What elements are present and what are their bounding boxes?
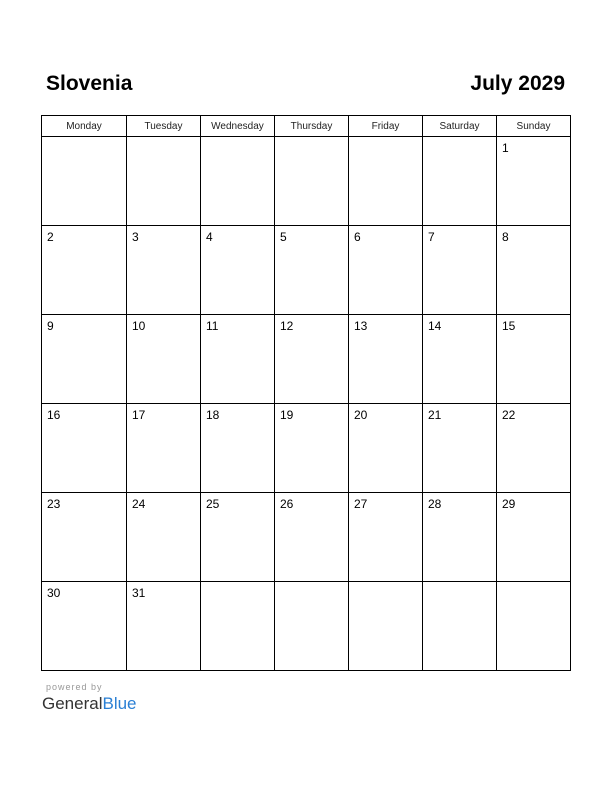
empty-day-cell bbox=[275, 137, 349, 226]
month-year-title: July 2029 bbox=[470, 72, 565, 95]
weekday-header-monday: Monday bbox=[42, 116, 127, 137]
brand-blue-text: Blue bbox=[102, 694, 137, 713]
day-number: 13 bbox=[354, 319, 368, 333]
day-cell bbox=[497, 404, 571, 493]
day-cell bbox=[127, 226, 201, 315]
day-number: 24 bbox=[132, 497, 146, 511]
empty-day-cell bbox=[201, 137, 275, 226]
day-number: 8 bbox=[502, 230, 509, 244]
empty-day-cell bbox=[349, 137, 423, 226]
week-row bbox=[42, 226, 571, 315]
day-number: 20 bbox=[354, 408, 368, 422]
weekday-header-friday: Friday bbox=[349, 116, 423, 137]
day-cell bbox=[201, 315, 275, 404]
day-cell bbox=[349, 493, 423, 582]
day-cell bbox=[423, 404, 497, 493]
day-cell bbox=[127, 315, 201, 404]
day-number: 14 bbox=[428, 319, 442, 333]
weekday-header-tuesday: Tuesday bbox=[127, 116, 201, 137]
day-number: 11 bbox=[206, 319, 219, 333]
day-number: 5 bbox=[280, 230, 287, 244]
day-number: 30 bbox=[47, 586, 61, 600]
day-number: 16 bbox=[47, 408, 61, 422]
day-cell bbox=[127, 493, 201, 582]
week-row bbox=[42, 404, 571, 493]
day-number: 22 bbox=[502, 408, 516, 422]
day-number: 12 bbox=[280, 319, 294, 333]
day-number: 10 bbox=[132, 319, 146, 333]
weekday-header-thursday: Thursday bbox=[275, 116, 349, 137]
empty-day-cell bbox=[42, 137, 127, 226]
empty-day-cell bbox=[349, 582, 423, 671]
weekday-header-wednesday: Wednesday bbox=[201, 116, 275, 137]
empty-day-cell bbox=[201, 582, 275, 671]
day-cell bbox=[42, 582, 127, 671]
day-cell bbox=[275, 226, 349, 315]
week-row bbox=[42, 315, 571, 404]
country-title: Slovenia bbox=[46, 72, 133, 95]
day-cell bbox=[349, 404, 423, 493]
day-cell bbox=[275, 493, 349, 582]
day-cell bbox=[127, 404, 201, 493]
day-cell bbox=[423, 493, 497, 582]
day-number: 27 bbox=[354, 497, 368, 511]
generalblue-logo bbox=[42, 693, 137, 715]
day-number: 29 bbox=[502, 497, 516, 511]
day-number: 9 bbox=[47, 319, 54, 333]
day-number: 25 bbox=[206, 497, 220, 511]
day-cell bbox=[42, 226, 127, 315]
day-number: 23 bbox=[47, 497, 61, 511]
day-cell bbox=[42, 315, 127, 404]
week-row bbox=[42, 493, 571, 582]
day-number: 19 bbox=[280, 408, 294, 422]
day-cell bbox=[201, 226, 275, 315]
day-number: 6 bbox=[354, 230, 361, 244]
week-row bbox=[42, 582, 571, 671]
week-row bbox=[42, 137, 571, 226]
day-number: 3 bbox=[132, 230, 139, 244]
day-cell bbox=[275, 315, 349, 404]
empty-day-cell bbox=[127, 137, 201, 226]
day-number: 28 bbox=[428, 497, 442, 511]
powered-by-label: powered by bbox=[46, 682, 103, 692]
day-cell bbox=[349, 315, 423, 404]
day-cell bbox=[497, 137, 571, 226]
empty-day-cell bbox=[275, 582, 349, 671]
day-cell bbox=[423, 226, 497, 315]
day-cell bbox=[423, 315, 497, 404]
calendar-grid bbox=[41, 115, 571, 671]
day-cell bbox=[497, 315, 571, 404]
day-cell bbox=[127, 582, 201, 671]
day-number: 21 bbox=[428, 408, 442, 422]
weekday-header-saturday: Saturday bbox=[423, 116, 497, 137]
day-number: 7 bbox=[428, 230, 435, 244]
day-cell bbox=[201, 493, 275, 582]
empty-day-cell bbox=[423, 137, 497, 226]
day-cell bbox=[275, 404, 349, 493]
day-cell bbox=[201, 404, 275, 493]
day-number: 4 bbox=[206, 230, 213, 244]
empty-day-cell bbox=[423, 582, 497, 671]
weekday-header-row bbox=[42, 116, 571, 137]
day-number: 2 bbox=[47, 230, 54, 244]
day-cell bbox=[349, 226, 423, 315]
day-number: 18 bbox=[206, 408, 220, 422]
empty-day-cell bbox=[497, 582, 571, 671]
weekday-header-sunday: Sunday bbox=[497, 116, 571, 137]
day-cell bbox=[42, 493, 127, 582]
day-number: 31 bbox=[132, 586, 146, 600]
day-cell bbox=[42, 404, 127, 493]
brand-general-text: General bbox=[42, 694, 103, 713]
day-number: 1 bbox=[502, 141, 509, 155]
day-cell bbox=[497, 493, 571, 582]
day-number: 15 bbox=[502, 319, 516, 333]
day-number: 26 bbox=[280, 497, 294, 511]
day-cell bbox=[497, 226, 571, 315]
day-number: 17 bbox=[132, 408, 146, 422]
